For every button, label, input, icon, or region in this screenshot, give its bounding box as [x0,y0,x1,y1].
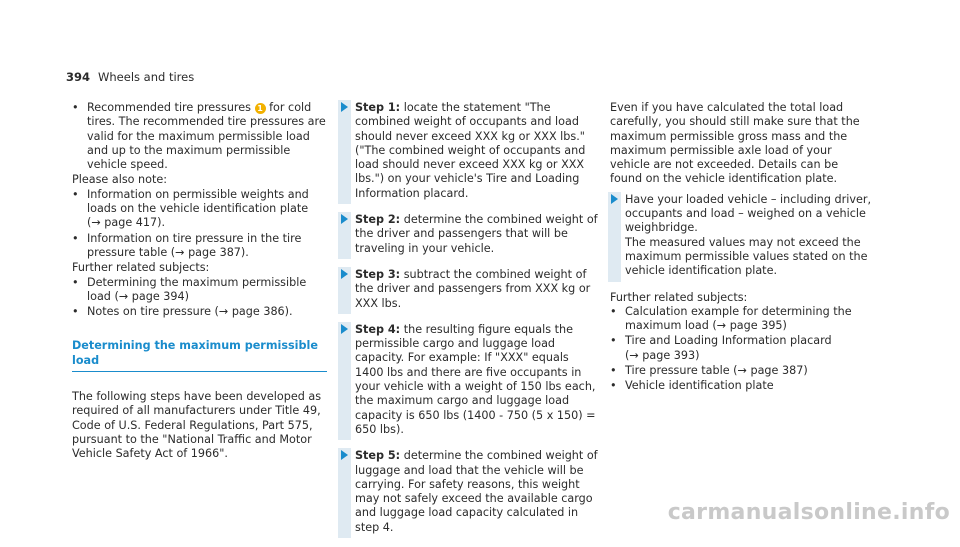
list-item: • Tire pressure table (→ page 387) [610,364,808,378]
please-note-label: Please also note: [72,173,168,187]
column-1 [72,101,330,462]
list-item: • Recommended tire pressures 1 for cold tires. The recommended tire pressures are valid for the maximum permissible load and up to the maximum permissible vehicle speed. [72,101,326,172]
bullet-icon: • [72,187,79,201]
page-reference-link[interactable]: (→ page 386). [214,305,293,319]
page-reference-link[interactable]: (→ page 417). [87,216,166,230]
list-item: • Vehicle identification plate [610,379,774,393]
bullet-icon: • [72,275,79,289]
list-item: • Information on tire pressure in the tire pressure table (→ page 387). [72,231,302,259]
action-arrow-icon [341,269,348,279]
list-item: • Information on permissible weights and loads on the vehicle identification plate (→ page 417). [72,187,309,230]
bullet-icon: • [72,305,79,319]
page-number: 394 [66,70,91,84]
column-2 [340,101,600,547]
list-item: • Determining the maximum permissible load (→ page 394) [72,275,307,303]
list-item: • Notes on tire pressure (→ page 386). [72,305,293,319]
action-arrow-icon [341,450,348,460]
page-reference-link[interactable]: (→ page 387) [733,364,808,378]
further-subjects-label: Further related subjects: [610,290,748,304]
section-heading: Determining the maximum permissible load [72,339,327,372]
bullet-icon: • [72,231,79,245]
callout-marker-icon: 1 [255,103,266,114]
page-reference-link[interactable]: (→ page 387). [170,245,249,259]
page-reference-link[interactable]: (→ page 394) [114,289,189,303]
list-item: • Calculation example for determining the maximum load (→ page 395) [610,304,852,333]
page-reference-link[interactable]: (→ page 395) [712,319,787,333]
intro-paragraph: The following steps have been developed as required of all manufacturers under Title 49, Code of U.S. Federal Regulations, Part 575, pursuant to the "National Traffic and Motor Vehicle Safety Act of 1966". [72,390,322,461]
bullet-icon: • [610,379,617,393]
section-title: Wheels and tires [98,70,195,84]
total-load-paragraph: Even if you have calculated the total load carefully, you should still make sure that the maximum permissible gross mass and the maximum permissible axle load of your vehicle are not exceeded. Details can be found on the vehicle identification plate. [610,101,860,186]
step-item: Step 3: subtract the combined weight of the driver and passengers from XXX kg or XXX lbs. [340,268,600,311]
watermark: carmanualsonline.info [667,500,950,525]
list-item: • Tire and Loading Information placard (→ page 393) [610,334,832,362]
action-note: The measured values may not exceed the maximum permissible values stated on the vehicle identification plate. [625,235,868,278]
action-arrow-icon [341,214,348,224]
bullet-icon: • [610,334,617,348]
column-3 [610,101,872,395]
bullet-icon: • [72,101,79,114]
step-item: Step 5: determine the combined weight of luggage and load that the vehicle will be carrying. For safety reasons, this weight may not safely exceed the available cargo and luggage load capacity calculated in step 4. [340,449,600,535]
bullet-icon: • [610,304,617,318]
action-arrow-icon [611,194,618,204]
action-item: Have your loaded vehicle – including driver, occupants and load – weighed on a vehicle weighbridge. The measured values may not exceed the maximum permissible values stated on the vehicle identification plate. [610,193,872,279]
further-subjects-label: Further related subjects: [72,261,210,275]
step-item: Step 4: the resulting figure equals the permissible cargo and luggage load capacity. For example: If "XXX" equals 1400 lbs and there are five occupants in your vehicle with a weight of 150 lbs each, the maximum cargo and luggage load capacity is 650 lbs (1400 - 750 (5 x 150) = 650 lbs). [340,323,600,437]
page-header [66,70,194,84]
action-arrow-icon [341,102,348,112]
action-arrow-icon [341,324,348,334]
bullet-icon: • [610,364,617,378]
page-reference-link[interactable]: (→ page 393) [625,348,700,362]
step-item: Step 2: determine the combined weight of the driver and passengers that will be traveling in your vehicle. [340,213,600,256]
step-item: Step 1: locate the statement "The combined weight of occupants and load should never exceed XXX kg or XXX lbs." ("The combined weight of occupants and load should never exceed XXX kg or XXX lbs.") on your vehicle's Tire and Loading Information placard. [340,101,600,201]
